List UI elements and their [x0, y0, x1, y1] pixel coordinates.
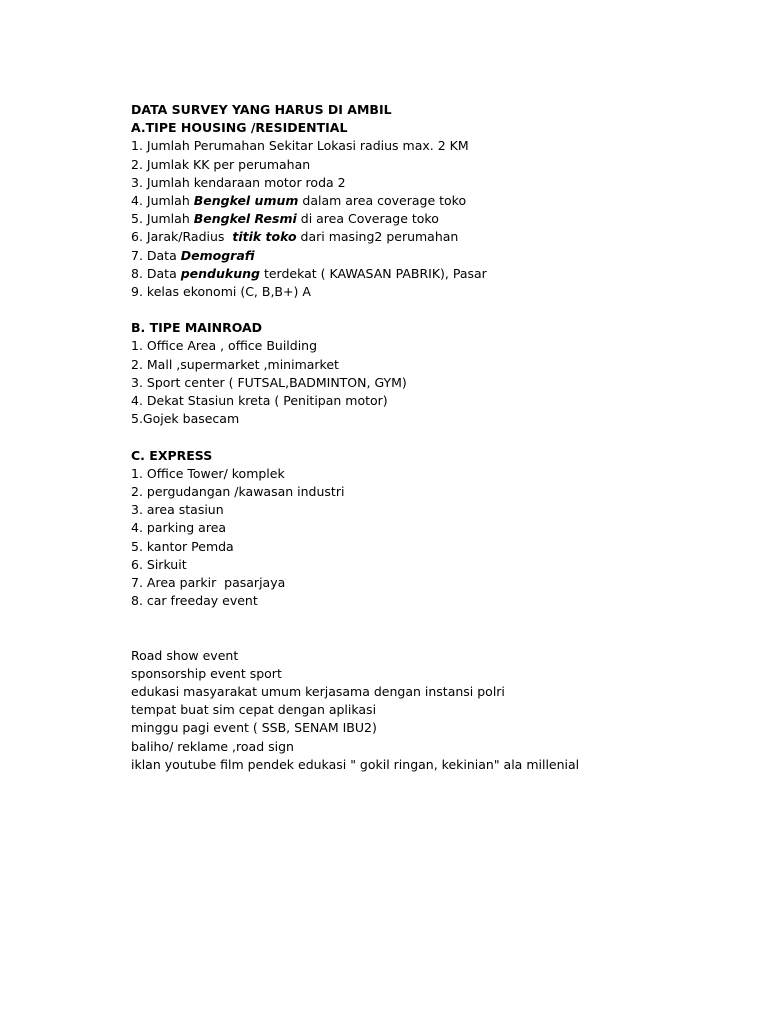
section-a [131, 119, 731, 301]
section-c-item-4: 4. parking area [131, 520, 227, 536]
item-text: 7. Data [131, 247, 181, 263]
section-c-item-1: 1. Office Tower/ komplek [131, 465, 285, 481]
section-b-item-2: 2. Mall ,supermarket ,minimarket [131, 356, 339, 372]
section-a-item-1: 1. Jumlah Perumahan Sekitar Lokasi radius max. 2 KM [131, 138, 469, 154]
item-text: dari masing2 perumahan [296, 229, 459, 245]
section-c-heading: C. EXPRESS [131, 447, 213, 463]
section-a-item-9: 9. kelas ekonomi (C, B,B+) A [131, 283, 311, 299]
section-c [131, 447, 731, 611]
blank-line [131, 301, 731, 319]
note-line: iklan youtube film pendek edukasi " gokil ringan, kekinian" ala millenial [131, 756, 580, 772]
section-c-item-6: 6. Sirkuit [131, 556, 187, 572]
item-text: 4. Jumlah [131, 192, 194, 208]
section-b [131, 319, 731, 428]
note-line: Road show event [131, 647, 239, 663]
item-text: dalam area coverage toko [298, 192, 467, 208]
item-text: 6. Jarak/Radius [131, 229, 233, 245]
blank-line [131, 428, 731, 446]
section-c-item-5: 5. kantor Pemda [131, 538, 234, 554]
note-line: sponsorship event sport [131, 665, 282, 681]
section-a-item-7 [131, 247, 731, 265]
item-text: terdekat ( KAWASAN PABRIK), Pasar [259, 265, 487, 281]
section-a-item-6 [131, 228, 731, 246]
section-a-item-4 [131, 192, 731, 210]
blank-lines [131, 610, 731, 646]
item-emphasis: Bengkel umum [193, 192, 299, 208]
section-c-item-2: 2. pergudangan /kawasan industri [131, 483, 345, 499]
notes-list [131, 647, 731, 774]
section-a-item-2: 2. Jumlak KK per perumahan [131, 156, 311, 172]
item-emphasis: Bengkel Resmi [193, 211, 297, 227]
note-line: baliho/ reklame ,road sign [131, 738, 294, 754]
item-emphasis: titik toko [232, 229, 297, 245]
item-emphasis: pendukung [180, 265, 260, 281]
section-c-item-7: 7. Area parkir pasarjaya [131, 574, 286, 590]
item-emphasis: Demografi [180, 247, 255, 263]
section-b-heading: B. TIPE MAINROAD [131, 320, 263, 336]
item-text: 8. Data [131, 265, 181, 281]
document-title: DATA SURVEY YANG HARUS DI AMBIL [131, 102, 392, 117]
section-a-item-5 [131, 210, 731, 228]
section-a-heading: A.TIPE HOUSING /RESIDENTIAL [131, 120, 348, 136]
section-a-item-8 [131, 265, 731, 283]
item-text: di area Coverage toko [296, 211, 439, 227]
note-line: minggu pagi event ( SSB, SENAM IBU2) [131, 720, 377, 736]
document-page [131, 101, 731, 774]
note-line: edukasi masyarakat umum kerjasama dengan instansi polri [131, 684, 505, 700]
section-b-item-4: 4. Dekat Stasiun kreta ( Penitipan motor) [131, 393, 388, 408]
note-line: tempat buat sim cepat dengan aplikasi [131, 702, 377, 718]
section-b-item-3: 3. Sport center ( FUTSAL,BADMINTON, GYM) [131, 374, 407, 390]
section-c-item-8: 8. car freeday event [131, 593, 258, 609]
section-b-item-1: 1. Office Area , office Building [131, 338, 318, 354]
section-a-item-3: 3. Jumlah kendaraan motor roda 2 [131, 174, 346, 190]
item-text: 5. Jumlah [131, 211, 194, 227]
section-c-item-3: 3. area stasiun [131, 502, 224, 518]
section-b-item-5: 5.Gojek basecam [131, 411, 240, 427]
